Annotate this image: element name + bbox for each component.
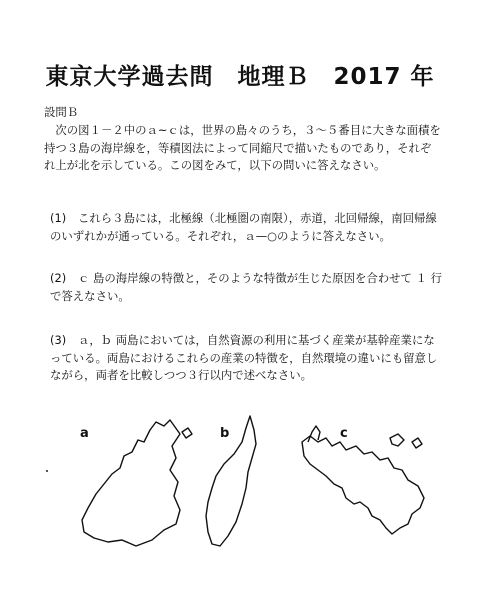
island-a-outline <box>60 412 200 557</box>
question-2-number: (2) <box>50 271 67 285</box>
island-figure <box>40 412 440 562</box>
question-2 <box>50 270 442 305</box>
page-title: 東京大学過去問 地理Ｂ 2017 年 <box>45 64 435 90</box>
question-3-number: (3) <box>50 333 67 347</box>
island-label-c: c <box>340 426 348 441</box>
section-heading: 設問Ｂ <box>44 105 79 119</box>
question-2-text: ｃ 島の海岸線の特徴と，そのような特徴が生じた原因を合わせて １ 行で答えなさい。 <box>50 271 442 303</box>
intro-text: 次の図１－２中のａ~ｃは，世界の島々のうち，３～５番目に大きな面積を持つ３島の海岸線を，等積図法によって同縮尺で描いたものであり，それぞれ上が北を示している。この図をみて，以下の問いに答えなさい。 <box>44 123 441 172</box>
question-1 <box>50 210 442 245</box>
question-1-text: これら３島には，北極線（北極圏の南限），赤道，北回帰線，南回帰線のいずれかが通っている。それぞれ，ａ—○のように答えなさい。 <box>50 211 437 243</box>
island-label-b: b <box>220 426 230 441</box>
island-c-outline <box>290 412 440 557</box>
island-label-a: a <box>80 426 89 441</box>
question-3-text: ａ，ｂ 両島においては，自然資源の利用に基づく産業が基幹産業になっている。両島におけるこれらの産業の特徴を，自然環境の違いにも留意しながら，両者を比較しつつ３行以内で述べなさい。 <box>50 333 438 382</box>
island-b-outline <box>200 412 260 557</box>
question-3 <box>50 332 442 385</box>
figure-dot <box>46 470 48 472</box>
question-1-number: (1) <box>50 211 67 225</box>
